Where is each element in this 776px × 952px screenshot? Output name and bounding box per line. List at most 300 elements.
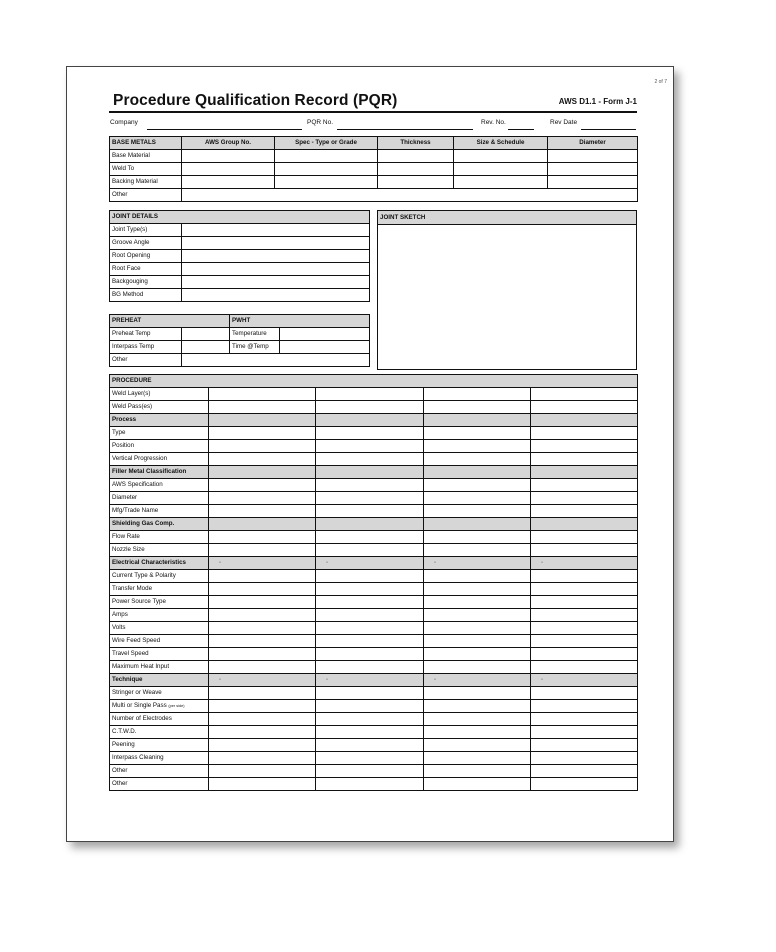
form-cell[interactable]: [548, 176, 638, 189]
form-cell[interactable]: [316, 414, 424, 427]
row-label: [110, 401, 209, 414]
form-cell[interactable]: [209, 544, 316, 557]
row-label: Temperature: [230, 328, 280, 341]
form-cell[interactable]: [209, 596, 316, 609]
rev-no-field[interactable]: [508, 129, 534, 130]
form-cell[interactable]: [316, 492, 424, 505]
form-cell[interactable]: [316, 427, 424, 440]
row-label-text: C.T.W.D.: [112, 728, 137, 735]
table-row: [110, 752, 638, 765]
form-cell[interactable]: [424, 674, 531, 687]
table-row: [110, 341, 370, 354]
form-cell[interactable]: [209, 401, 316, 414]
row-label-text: Type: [112, 429, 126, 436]
row-label: [110, 570, 209, 583]
row-label-text: Nozzle Size: [112, 546, 145, 553]
form-cell[interactable]: [424, 492, 531, 505]
form-cell[interactable]: [209, 492, 316, 505]
preheat-title: PREHEAT: [110, 315, 230, 328]
form-cell[interactable]: [454, 176, 548, 189]
form-cell[interactable]: [209, 453, 316, 466]
form-cell[interactable]: [424, 427, 531, 440]
preheat-pwht-table: [109, 314, 370, 367]
row-label-suffix: (per side): [168, 704, 185, 708]
row-label: [110, 726, 209, 739]
form-cell[interactable]: [378, 150, 454, 163]
joint-sketch-box[interactable]: [377, 210, 637, 370]
row-label-text: Travel Speed: [112, 650, 149, 657]
form-cell[interactable]: [531, 505, 638, 518]
form-cell[interactable]: [182, 328, 230, 341]
form-cell[interactable]: [209, 427, 316, 440]
dash-marker: -: [434, 559, 437, 566]
table-row: [110, 440, 638, 453]
pqr-no-label: PQR No.: [307, 119, 334, 126]
table-row: [110, 661, 638, 674]
row-label-text: Mfg/Trade Name: [112, 507, 159, 514]
form-cell[interactable]: [209, 609, 316, 622]
row-label-text: Number of Electrodes: [112, 715, 172, 722]
section-label: [110, 518, 209, 531]
dash-marker: -: [541, 559, 544, 566]
form-cell[interactable]: [209, 570, 316, 583]
base-metals-title: BASE METALS: [110, 137, 182, 150]
form-cell[interactable]: [182, 276, 370, 289]
form-cell[interactable]: [531, 713, 638, 726]
pqr-no-field[interactable]: [337, 129, 473, 130]
dash-marker: -: [326, 676, 329, 683]
form-cell[interactable]: [182, 189, 638, 202]
form-cell[interactable]: [316, 700, 424, 713]
row-label: [110, 544, 209, 557]
form-cell[interactable]: [316, 596, 424, 609]
table-row: [110, 453, 638, 466]
section-label: [110, 557, 209, 570]
row-label-text: Position: [112, 442, 135, 449]
row-label-text: Wire Feed Speed: [112, 637, 161, 644]
form-cell[interactable]: [316, 518, 424, 531]
form-cell[interactable]: [275, 150, 378, 163]
row-label-text: Peening: [112, 741, 135, 748]
form-cell[interactable]: [209, 765, 316, 778]
company-field[interactable]: [147, 129, 302, 130]
form-cell[interactable]: [316, 557, 424, 570]
form-cell[interactable]: [209, 440, 316, 453]
form-cell[interactable]: [182, 150, 275, 163]
row-label-text: Diameter: [112, 494, 138, 501]
row-label: [110, 687, 209, 700]
form-cell[interactable]: [316, 544, 424, 557]
row-label: [110, 661, 209, 674]
form-cell[interactable]: [209, 466, 316, 479]
rev-no-label: Rev. No.: [481, 119, 506, 126]
form-cell[interactable]: [531, 479, 638, 492]
form-cell[interactable]: [531, 466, 638, 479]
form-cell[interactable]: [424, 505, 531, 518]
form-cell[interactable]: [531, 427, 638, 440]
form-cell[interactable]: [316, 752, 424, 765]
row-label-text: Process: [112, 416, 137, 423]
form-cell[interactable]: [209, 700, 316, 713]
form-cell[interactable]: [182, 176, 275, 189]
row-label: [110, 622, 209, 635]
form-cell[interactable]: [424, 414, 531, 427]
form-cell[interactable]: [548, 163, 638, 176]
form-cell[interactable]: [424, 648, 531, 661]
form-cell[interactable]: [316, 635, 424, 648]
rev-date-label: Rev Date: [550, 119, 578, 126]
row-label: [110, 778, 209, 791]
row-label: [110, 609, 209, 622]
form-cell[interactable]: [531, 752, 638, 765]
row-label: Backgouging: [110, 276, 182, 289]
form-cell[interactable]: [531, 726, 638, 739]
row-label-text: Current Type & Polarity: [112, 572, 176, 579]
form-cell[interactable]: [316, 687, 424, 700]
form-cell[interactable]: [280, 328, 370, 341]
form-cell[interactable]: [182, 237, 370, 250]
table-row: [110, 224, 370, 237]
company-label: Company: [110, 119, 138, 126]
procedure-title: PROCEDURE: [110, 375, 638, 388]
row-label-text: Power Source Type: [112, 598, 166, 605]
title-rule: [109, 111, 637, 113]
row-label-text: Other: [112, 780, 128, 787]
form-cell[interactable]: [316, 401, 424, 414]
row-label-text: Technique: [112, 676, 143, 683]
table-row: [110, 276, 370, 289]
row-label: Interpass Temp: [110, 341, 182, 354]
form-cell[interactable]: [424, 687, 531, 700]
table-row: [110, 150, 638, 163]
table-row: [110, 765, 638, 778]
table-row: [110, 176, 638, 189]
row-label: [110, 648, 209, 661]
form-cell[interactable]: [454, 163, 548, 176]
row-label: [110, 453, 209, 466]
form-cell[interactable]: [531, 401, 638, 414]
base-metals-header-row: [110, 137, 638, 150]
form-cell[interactable]: [316, 622, 424, 635]
row-label: [110, 492, 209, 505]
form-cell[interactable]: [424, 583, 531, 596]
form-cell[interactable]: [531, 518, 638, 531]
form-cell[interactable]: [548, 150, 638, 163]
form-cell[interactable]: [316, 609, 424, 622]
table-row: [110, 250, 370, 263]
pwht-title: PWHT: [230, 315, 370, 328]
form-cell[interactable]: [316, 505, 424, 518]
row-label-text: Multi or Single Pass: [112, 702, 167, 709]
table-row: [110, 354, 370, 367]
col-aws-group-no: AWS Group No.: [182, 137, 275, 150]
form-cell[interactable]: [424, 700, 531, 713]
row-label: BG Method: [110, 289, 182, 302]
form-cell[interactable]: [209, 635, 316, 648]
page-title: Procedure Qualification Record (PQR): [113, 92, 398, 109]
col-diameter: Diameter: [548, 137, 638, 150]
form-cell[interactable]: [531, 635, 638, 648]
table-row: [110, 648, 638, 661]
row-label: Time @Temp: [230, 341, 280, 354]
form-cell[interactable]: [182, 224, 370, 237]
table-row: [110, 427, 638, 440]
row-label: [110, 752, 209, 765]
form-cell[interactable]: [209, 648, 316, 661]
form-cell[interactable]: [182, 163, 275, 176]
form-cell[interactable]: [424, 388, 531, 401]
row-label: [110, 531, 209, 544]
form-cell[interactable]: [378, 176, 454, 189]
form-cell[interactable]: [316, 466, 424, 479]
row-label: [110, 739, 209, 752]
form-cell[interactable]: [316, 661, 424, 674]
form-cell[interactable]: [209, 518, 316, 531]
row-label: Base Material: [110, 150, 182, 163]
row-label-text: Interpass Cleaning: [112, 754, 164, 761]
form-cell[interactable]: [209, 557, 316, 570]
row-label-text: Amps: [112, 611, 128, 618]
form-cell[interactable]: [424, 596, 531, 609]
form-cell[interactable]: [531, 596, 638, 609]
row-label-text: Flow Rate: [112, 533, 140, 540]
form-cell[interactable]: [316, 440, 424, 453]
form-cell[interactable]: [209, 739, 316, 752]
row-label-text: Shielding Gas Comp.: [112, 520, 175, 527]
form-cell[interactable]: [424, 622, 531, 635]
table-row: [110, 583, 638, 596]
form-cell[interactable]: [531, 622, 638, 635]
form-cell[interactable]: [424, 466, 531, 479]
row-label: Other: [110, 354, 182, 367]
row-label: Preheat Temp: [110, 328, 182, 341]
row-label-text: Maximum Heat Input: [112, 663, 170, 670]
row-label: [110, 427, 209, 440]
form-cell[interactable]: [209, 583, 316, 596]
form-cell[interactable]: [316, 583, 424, 596]
section-row: [110, 674, 638, 687]
form-cell[interactable]: [424, 635, 531, 648]
form-cell[interactable]: [209, 713, 316, 726]
section-row: [110, 466, 638, 479]
row-label: [110, 596, 209, 609]
form-cell[interactable]: [424, 778, 531, 791]
form-cell[interactable]: [424, 518, 531, 531]
row-label: Joint Type(s): [110, 224, 182, 237]
table-row: [110, 163, 638, 176]
col-size-schedule: Size & Schedule: [454, 137, 548, 150]
row-label: [110, 713, 209, 726]
form-cell[interactable]: [275, 176, 378, 189]
form-cell[interactable]: [531, 492, 638, 505]
table-row: [110, 622, 638, 635]
form-cell[interactable]: [424, 531, 531, 544]
page-number: 2 of 7: [654, 79, 667, 85]
row-label: Backing Material: [110, 176, 182, 189]
table-row: [110, 479, 638, 492]
row-label-text: Filler Metal Classification: [112, 468, 187, 475]
form-cell[interactable]: [531, 440, 638, 453]
table-row: [110, 635, 638, 648]
form-cell[interactable]: [531, 648, 638, 661]
form-cell[interactable]: [209, 752, 316, 765]
table-row: [110, 189, 638, 202]
section-row: [110, 518, 638, 531]
col-spec-type-grade: Spec - Type or Grade: [275, 137, 378, 150]
procedure-table: [109, 374, 638, 791]
row-label: [110, 440, 209, 453]
form-cell[interactable]: [316, 778, 424, 791]
form-cell[interactable]: [531, 700, 638, 713]
form-cell[interactable]: [531, 687, 638, 700]
col-thickness: Thickness: [378, 137, 454, 150]
form-cell[interactable]: [182, 250, 370, 263]
form-cell[interactable]: [209, 388, 316, 401]
form-cell[interactable]: [424, 570, 531, 583]
form-cell[interactable]: [531, 414, 638, 427]
table-row: [110, 328, 370, 341]
table-row: [110, 492, 638, 505]
form-cell[interactable]: [424, 557, 531, 570]
form-cell[interactable]: [316, 531, 424, 544]
row-label: [110, 583, 209, 596]
row-label-text: Vertical Progression: [112, 455, 168, 462]
form-cell[interactable]: [531, 674, 638, 687]
form-cell[interactable]: [454, 150, 548, 163]
table-row: [110, 401, 638, 414]
table-row: [110, 778, 638, 791]
row-label-text: Volts: [112, 624, 126, 631]
dash-marker: -: [219, 559, 222, 566]
form-cell[interactable]: [209, 414, 316, 427]
form-cell[interactable]: [209, 531, 316, 544]
joint-details-table: [109, 210, 370, 302]
row-label-text: Electrical Characteristics: [112, 559, 186, 566]
form-cell[interactable]: [182, 354, 370, 367]
form-cell[interactable]: [182, 263, 370, 276]
joint-details-header-row: [110, 211, 370, 224]
form-cell[interactable]: [316, 453, 424, 466]
form-cell[interactable]: [531, 557, 638, 570]
form-cell[interactable]: [316, 726, 424, 739]
form-cell[interactable]: [424, 401, 531, 414]
rev-date-field[interactable]: [581, 129, 636, 130]
form-cell[interactable]: [209, 505, 316, 518]
row-label: Other: [110, 189, 182, 202]
table-row: [110, 388, 638, 401]
table-row: [110, 687, 638, 700]
form-cell[interactable]: [275, 163, 378, 176]
dash-marker: -: [434, 676, 437, 683]
table-row: [110, 700, 638, 713]
form-cell[interactable]: [424, 739, 531, 752]
dash-marker: -: [219, 676, 222, 683]
form-cell[interactable]: [316, 674, 424, 687]
form-cell[interactable]: [316, 713, 424, 726]
section-label: [110, 466, 209, 479]
form-cell[interactable]: [316, 765, 424, 778]
form-cell[interactable]: [209, 726, 316, 739]
form-cell[interactable]: [531, 609, 638, 622]
row-label: [110, 479, 209, 492]
form-cell[interactable]: [531, 570, 638, 583]
form-cell[interactable]: [182, 341, 230, 354]
form-cell[interactable]: [531, 583, 638, 596]
form-cell[interactable]: [531, 453, 638, 466]
form-cell[interactable]: [531, 765, 638, 778]
preheat-header-row: [110, 315, 370, 328]
form-cell[interactable]: [209, 622, 316, 635]
row-label: Weld To: [110, 163, 182, 176]
table-row: [110, 237, 370, 250]
joint-details-title: JOINT DETAILS: [110, 211, 370, 224]
table-row: [110, 609, 638, 622]
form-cell[interactable]: [531, 388, 638, 401]
form-cell[interactable]: [182, 289, 370, 302]
form-cell[interactable]: [209, 778, 316, 791]
table-row: [110, 713, 638, 726]
dash-marker: -: [326, 559, 329, 566]
table-row: [110, 505, 638, 518]
form-cell[interactable]: [424, 752, 531, 765]
table-row: [110, 570, 638, 583]
form-cell[interactable]: [209, 479, 316, 492]
form-cell[interactable]: [424, 726, 531, 739]
form-cell[interactable]: [531, 531, 638, 544]
form-cell[interactable]: [209, 661, 316, 674]
form-cell[interactable]: [531, 661, 638, 674]
form-cell[interactable]: [424, 440, 531, 453]
row-label: [110, 388, 209, 401]
form-cell[interactable]: [424, 713, 531, 726]
form-cell[interactable]: [316, 648, 424, 661]
form-cell[interactable]: [316, 479, 424, 492]
table-row: [110, 263, 370, 276]
form-cell[interactable]: [209, 674, 316, 687]
row-label-text: Weld Pass(es): [112, 403, 153, 410]
form-cell[interactable]: [424, 453, 531, 466]
form-cell[interactable]: [316, 388, 424, 401]
row-label: Root Opening: [110, 250, 182, 263]
form-cell[interactable]: [209, 687, 316, 700]
row-label: [110, 505, 209, 518]
form-cell[interactable]: [316, 739, 424, 752]
form-cell[interactable]: [424, 609, 531, 622]
table-row: [110, 739, 638, 752]
base-metals-table: [109, 136, 638, 202]
form-cell[interactable]: [424, 661, 531, 674]
dash-marker: -: [541, 676, 544, 683]
row-label: [110, 765, 209, 778]
form-cell[interactable]: [378, 163, 454, 176]
form-cell[interactable]: [531, 778, 638, 791]
row-label-text: Other: [112, 767, 128, 774]
form-cell[interactable]: [531, 739, 638, 752]
row-label: Root Face: [110, 263, 182, 276]
form-cell[interactable]: [424, 544, 531, 557]
row-label-text: Weld Layer(s): [112, 390, 151, 397]
table-row: [110, 289, 370, 302]
form-cell[interactable]: [424, 479, 531, 492]
section-label: [110, 414, 209, 427]
form-cell[interactable]: [316, 570, 424, 583]
form-cell[interactable]: [424, 765, 531, 778]
section-label: [110, 674, 209, 687]
form-cell[interactable]: [280, 341, 370, 354]
row-label-text: Stringer or Weave: [112, 689, 162, 696]
form-page: [66, 66, 674, 842]
form-cell[interactable]: [531, 544, 638, 557]
